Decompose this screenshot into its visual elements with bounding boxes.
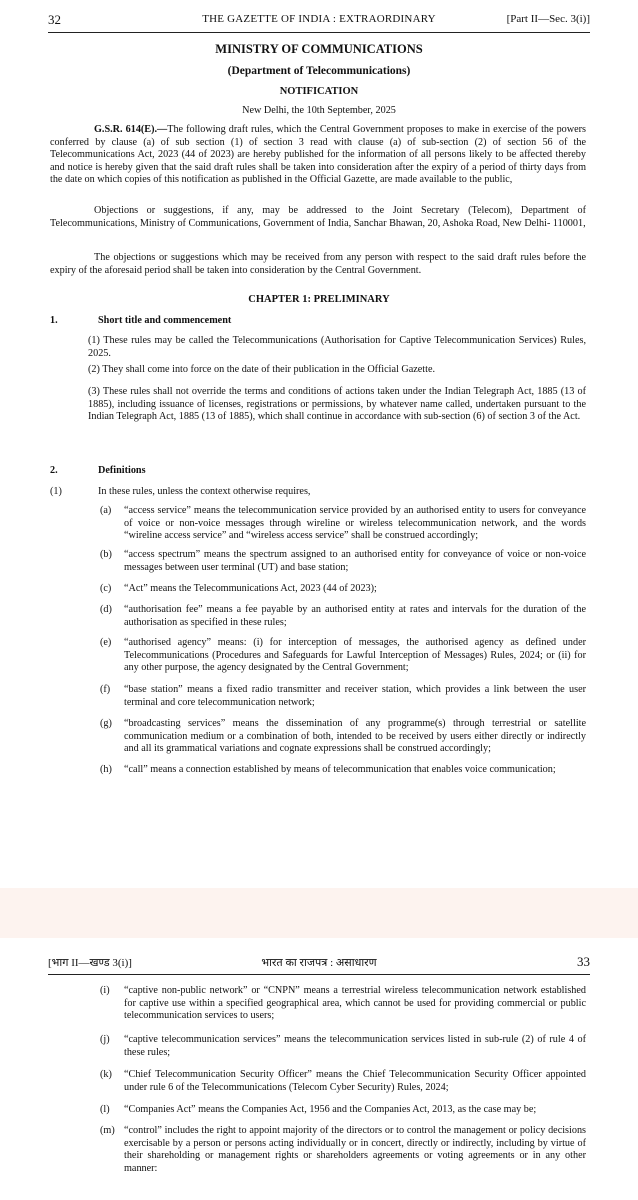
gazette-page-33 [0, 938, 638, 1200]
definition-item: (g) “broadcasting services” means the dissemination of any programme(s) through terrestrial or satellite communication medium or a combination of both, intended to be received by users either directly or indirectly and all its grammatical variations and cognate expressions shall be construed accordingly; [100, 718, 586, 755]
section-title: Definitions [98, 465, 146, 476]
clause-1: (1) These rules may be called the Telecommunications (Authorisation for Captive Telecommunication Services) Rules, 2025. [88, 335, 586, 359]
intro-paragraph: G.S.R. 614(E).—The following draft rules, which the Central Government proposes to make in exercise of the powers conferred by clause (a) of sub section (1) of section 3 read with clause (a) of sub-section (2) of section 56 of the Telecommunications Act, 2023 (44 of 2023) are hereby published for the information of all persons likely to be affected thereby and notice is hereby given that the said draft rules shall be taken into consideration after the expiry of a period of thirty days from the date on which copies of this notification as published in the Official Gazette, are made available to the public, [50, 124, 587, 186]
section-number: 2. [50, 465, 58, 476]
page-header [48, 954, 590, 975]
subrule-text: In these rules, unless the context otherwise requires, [98, 486, 311, 497]
definition-item: (e) “authorised agency” means: (i) for interception of messages, the authorised agency as defined under Telecommunications (Procedures and Safeguards for Lawful Interception of Messages) Rules, 2024; or (ii) for any other purpose, the agency designated by the Central Government; [100, 637, 586, 674]
section-number: 1. [50, 315, 58, 326]
definition-item: (j) “captive telecommunication services” means the telecommunication services listed in sub-rule (2) of rule 4 of these rules; [100, 1034, 586, 1058]
page-number: 33 [577, 954, 590, 969]
clause-3: (3) These rules shall not override the terms and conditions of actions taken under the Indian Telegraph Act, 1885 (13 of 1885), including issuance of licenses, registrations or permissions, by whatever name called, undertaken pursuant to the Indian Telegraph Act, 1885 (13 of 1885), which shall continue in accordance with sub-section (6) of section 3 of the Act. [88, 386, 586, 423]
gsr-number: G.S.R. 614(E).— [94, 124, 168, 135]
notification-heading: NOTIFICATION [279, 86, 359, 97]
page-gap [0, 888, 638, 938]
objections-paragraph: Objections or suggestions, if any, may be addressed to the Joint Secretary (Telecom), Department of Telecommunications, Ministry of Communications, Government of India, Sanchar Bhawan, 20, Ashoka Road, New Delhi- 110001, [50, 205, 586, 229]
department-heading: (Department of Telecommunications) [227, 65, 411, 77]
gazette-title: THE GAZETTE OF INDIA : EXTRAORDINARY [202, 13, 436, 25]
section-title: Short title and commencement [98, 315, 232, 326]
definition-item: (k) “Chief Telecommunication Security Officer” means the Chief Telecommunication Security Officer appointed under rule 6 of the Telecommunications (Telecom Cyber Security) Rules, 2024; [100, 1069, 586, 1093]
part-section: [भाग II—खण्ड 3(i)] [48, 957, 132, 969]
definition-item: (f) “base station” means a fixed radio transmitter and receiver station, which provides a link between the user terminal and core telecommunication network; [100, 684, 586, 708]
definition-item: (l) “Companies Act” means the Companies Act, 1956 and the Companies Act, 2013, as the case may be; [100, 1104, 537, 1115]
page-header [48, 12, 590, 33]
place-date: New Delhi, the 10th September, 2025 [242, 105, 396, 116]
definition-item: (i) “captive non-public network” or “CNPN” means a terrestrial wireless telecommunication network established for captive use within a specified geographical area, which cannot be used for providing commercial or public telecommunication services to users; [100, 985, 586, 1022]
consideration-paragraph: The objections or suggestions which may be received from any person with respect to the said draft rules before the expiry of the aforesaid period shall be taken into consideration by the Central Government. [50, 252, 586, 276]
gazette-title: भारत का राजपत्र : असाधारण [261, 957, 377, 969]
chapter-title: CHAPTER 1: PRELIMINARY [248, 294, 390, 305]
definition-item: (d) “authorisation fee” means a fee payable by an authorised entity at rates and intervals for the duration of the authorisation as specified in these rules; [100, 604, 586, 628]
definition-item: (c) “Act” means the Telecommunications Act, 2023 (44 of 2023); [100, 583, 377, 594]
clause-2: (2) They shall come into force on the date of their publication in the Official Gazette. [88, 364, 436, 375]
definition-item: (b) “access spectrum” means the spectrum assigned to an authorised entity for conveyance of voice or non-voice messages between user terminal (UT) and base station; [100, 549, 586, 573]
ministry-heading: MINISTRY OF COMMUNICATIONS [215, 42, 423, 56]
subrule-number: (1) [50, 486, 62, 497]
definition-item: (a) “access service” means the telecommunication service provided by an authorised entity to users for conveyance of voice or non-voice messages through wireline or wireless telecommunication network, and the words “wireline access service” and “wireless access service” shall be construed accordingly; [100, 505, 586, 542]
definition-item: (h) “call” means a connection established by means of telecommunication that enables voice communication; [100, 764, 556, 775]
page-number: 32 [48, 12, 61, 27]
part-section: [Part II—Sec. 3(i)] [506, 13, 590, 25]
definition-item: (m) “control” includes the right to appoint majority of the directors or to control the management or policy decisions exercisable by a person or persons acting individually or in concert, directly or indirectly, including by virtue of their shareholding or management rights or shareholders agreements or voting agreements or in any other manner: [100, 1125, 586, 1174]
